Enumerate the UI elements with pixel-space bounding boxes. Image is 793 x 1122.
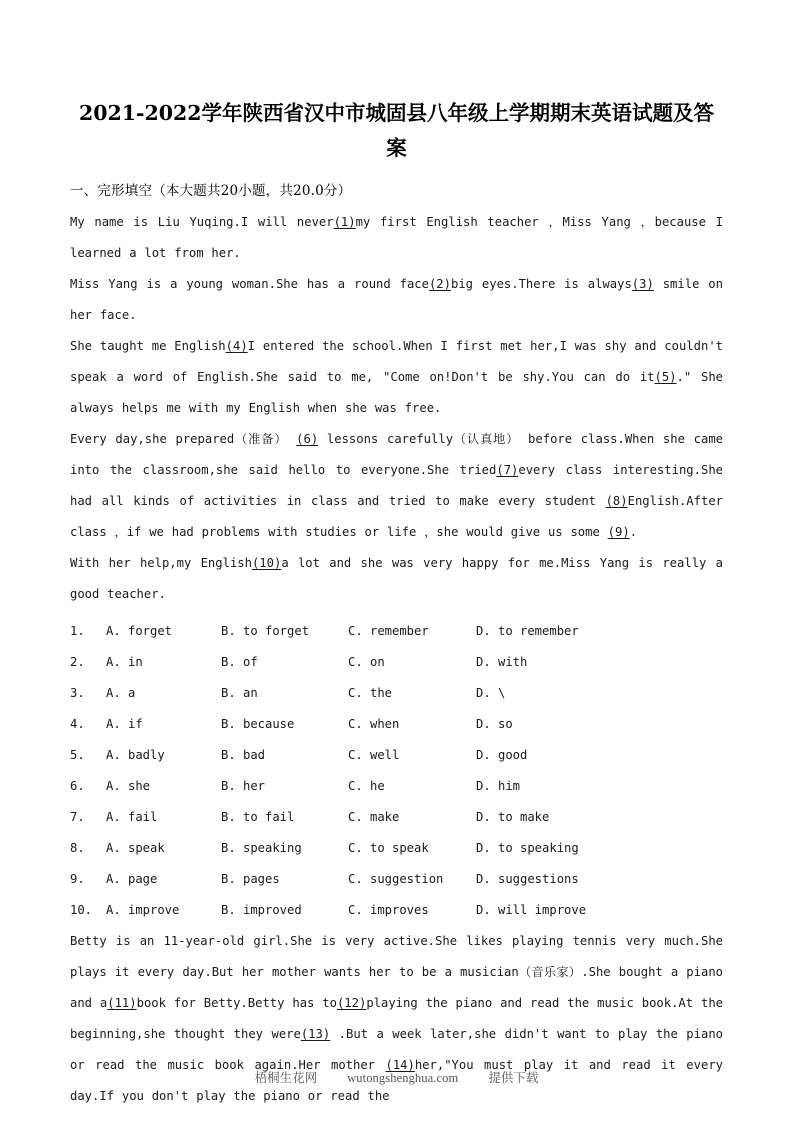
option-a[interactable] — [106, 802, 221, 833]
option-text-c: remember — [370, 624, 429, 638]
document-content — [70, 96, 723, 1112]
option-c[interactable] — [348, 864, 476, 895]
option-text-a: page — [128, 872, 158, 886]
question-number: 9. — [70, 872, 85, 886]
option-letter-a: A. — [106, 779, 121, 793]
option-b[interactable] — [221, 895, 348, 926]
option-b[interactable] — [221, 647, 348, 678]
page-footer — [0, 1068, 793, 1086]
option-letter-c: C. — [348, 872, 363, 886]
option-b[interactable] — [221, 771, 348, 802]
passage-paragraph-5 — [70, 548, 723, 610]
question-row-5 — [70, 740, 723, 771]
option-b[interactable] — [221, 616, 348, 647]
option-letter-a: A. — [106, 748, 121, 762]
option-text-a: in — [128, 655, 143, 669]
option-text-b: to fail — [243, 810, 295, 824]
option-text-b: to forget — [243, 624, 310, 638]
option-letter-b: B. — [221, 748, 236, 762]
option-text-b: pages — [243, 872, 280, 886]
option-a[interactable] — [106, 678, 221, 709]
option-c[interactable] — [348, 709, 476, 740]
option-text-d: to remember — [498, 624, 579, 638]
option-letter-d: D. — [476, 748, 491, 762]
option-letter-c: C. — [348, 717, 363, 731]
question-number: 6. — [70, 779, 85, 793]
option-letter-b: B. — [221, 872, 236, 886]
option-text-c: when — [370, 717, 400, 731]
option-b[interactable] — [221, 678, 348, 709]
option-text-c: on — [370, 655, 385, 669]
option-letter-a: A. — [106, 903, 121, 917]
option-letter-a: A. — [106, 841, 121, 855]
passage-paragraph-1 — [70, 207, 723, 269]
option-letter-c: C. — [348, 686, 363, 700]
option-text-d: him — [498, 779, 521, 793]
option-a[interactable] — [106, 771, 221, 802]
option-a[interactable] — [106, 833, 221, 864]
option-d[interactable] — [476, 864, 601, 895]
option-c[interactable] — [348, 740, 476, 771]
option-text-c: improves — [370, 903, 429, 917]
question-row-1 — [70, 616, 723, 647]
option-letter-a: A. — [106, 717, 121, 731]
option-text-a: forget — [128, 624, 173, 638]
question-row-8 — [70, 833, 723, 864]
option-text-b: improved — [243, 903, 302, 917]
option-text-a: improve — [128, 903, 180, 917]
blank-2: (2) — [428, 277, 451, 291]
option-letter-b: B. — [221, 717, 236, 731]
question-row-4 — [70, 709, 723, 740]
question-number: 4. — [70, 717, 85, 731]
paragraph-text: Every day,she prepared（准备） (6) lessons carefully（认真地） before class.When she came into the classroom,she said hello to everyone.She tried(7)every class interesting.She had all kinds of activities in class and tried to make every student (8)English.After class ，if we had problems with studies or life ，she would give us some (9). — [70, 432, 724, 539]
option-d[interactable] — [476, 647, 601, 678]
option-letter-c: C. — [348, 779, 363, 793]
option-letter-a: A. — [106, 686, 121, 700]
option-letter-a: A. — [106, 872, 121, 886]
section-heading-cloze: 一、完形填空（本大题共20小题，共20.0分） — [70, 183, 352, 199]
option-text-d: suggestions — [498, 872, 579, 886]
question-row-10 — [70, 895, 723, 926]
option-b[interactable] — [221, 740, 348, 771]
option-letter-a: A. — [106, 624, 121, 638]
question-number: 2. — [70, 655, 85, 669]
blank-1: (1) — [333, 215, 356, 229]
question-number: 10. — [70, 903, 93, 917]
option-text-c: the — [370, 686, 393, 700]
question-row-3 — [70, 678, 723, 709]
option-letter-d: D. — [476, 686, 491, 700]
option-text-b: speaking — [243, 841, 302, 855]
option-letter-d: D. — [476, 624, 491, 638]
option-text-b: bad — [243, 748, 266, 762]
option-letter-b: B. — [221, 841, 236, 855]
passage-paragraph-3 — [70, 331, 723, 424]
option-a[interactable] — [106, 709, 221, 740]
option-a[interactable] — [106, 647, 221, 678]
footer-site-url: wutongshenghua.com — [347, 1071, 459, 1085]
passage-paragraph-2 — [70, 269, 723, 331]
footer-site-name: 梧桐生花网 — [254, 1070, 318, 1085]
option-d[interactable] — [476, 616, 601, 647]
blank-12: (12) — [336, 996, 367, 1010]
page-title: 2021-2022学年陕西省汉中市城固县八年级上学期期末英语试题及答案 — [78, 101, 715, 160]
option-letter-c: C. — [348, 810, 363, 824]
option-letter-b: B. — [221, 810, 236, 824]
option-d[interactable] — [476, 771, 601, 802]
blank-8: (8) — [605, 494, 628, 508]
option-text-b: of — [243, 655, 258, 669]
option-text-b: her — [243, 779, 266, 793]
option-text-d: \ — [498, 686, 506, 700]
option-text-a: speak — [128, 841, 165, 855]
option-d[interactable] — [476, 833, 601, 864]
option-text-c: to speak — [370, 841, 429, 855]
option-a[interactable] — [106, 616, 221, 647]
option-letter-d: D. — [476, 779, 491, 793]
option-c[interactable] — [348, 616, 476, 647]
question-number: 5. — [70, 748, 85, 762]
option-letter-c: C. — [348, 903, 363, 917]
option-text-d: so — [498, 717, 513, 731]
option-text-c: well — [370, 748, 400, 762]
blank-3: (3) — [631, 277, 654, 291]
option-a[interactable] — [106, 895, 221, 926]
option-letter-b: B. — [221, 655, 236, 669]
option-c[interactable] — [348, 771, 476, 802]
question-number: 8. — [70, 841, 85, 855]
option-a[interactable] — [106, 740, 221, 771]
option-letter-d: D. — [476, 903, 491, 917]
option-letter-c: C. — [348, 748, 363, 762]
paragraph-text: Betty is an 11-year-old girl.She is very active.She likes playing tennis very much.She plays it every day.But her mother wants her to be a musician（音乐家）.She bought a piano and a(11)book for Betty.Betty has to(12)playing the piano and read the music book.At the beginning,she thought they were(13) .But a week later,she didn't want to play the piano or read the music book again.Her mother (14)her,"You must play it and read it every day.If you don't play the piano or read the — [70, 934, 723, 1103]
question-number: 3. — [70, 686, 85, 700]
question-row-6 — [70, 771, 723, 802]
option-a[interactable] — [106, 864, 221, 895]
option-text-b: an — [243, 686, 258, 700]
option-letter-b: B. — [221, 686, 236, 700]
option-letter-b: B. — [221, 779, 236, 793]
footer-provider-text: 提供下载 — [488, 1070, 539, 1085]
question-number: 7. — [70, 810, 85, 824]
option-b[interactable] — [221, 709, 348, 740]
option-d[interactable] — [476, 678, 601, 709]
option-c[interactable] — [348, 802, 476, 833]
question-row-2 — [70, 647, 723, 678]
option-text-c: suggestion — [370, 872, 444, 886]
blank-11: (11) — [107, 996, 137, 1010]
option-letter-a: A. — [106, 655, 121, 669]
option-b[interactable] — [221, 833, 348, 864]
option-text-d: to speaking — [498, 841, 579, 855]
option-text-d: with — [498, 655, 528, 669]
option-letter-d: D. — [476, 841, 491, 855]
option-text-a: she — [128, 779, 151, 793]
option-letter-a: A. — [106, 810, 121, 824]
paragraph-text: Miss Yang is a young woman.She has a round face(2)big eyes.There is always(3) smile on her face. — [70, 277, 723, 322]
option-text-d: will improve — [498, 903, 587, 917]
option-text-b: because — [243, 717, 295, 731]
question-number: 1. — [70, 624, 85, 638]
question-row-7 — [70, 802, 723, 833]
passage-paragraph-4 — [70, 424, 723, 548]
option-text-c: he — [370, 779, 385, 793]
option-c[interactable] — [348, 895, 476, 926]
option-text-d: good — [498, 748, 528, 762]
blank-5: (5) — [654, 370, 677, 384]
option-d[interactable] — [476, 895, 601, 926]
option-d[interactable] — [476, 740, 601, 771]
paragraph-text: My name is Liu Yuqing.I will never(1)my first English teacher ，Miss Yang ，because I learned a lot from her. — [70, 215, 723, 260]
option-letter-d: D. — [476, 655, 491, 669]
blank-7: (7) — [496, 463, 519, 477]
option-letter-d: D. — [476, 810, 491, 824]
option-text-a: a — [128, 686, 136, 700]
blank-6: (6) — [296, 432, 319, 446]
blank-14: (14) — [385, 1058, 415, 1072]
question-row-9 — [70, 864, 723, 895]
option-c[interactable] — [348, 833, 476, 864]
blank-9: (9) — [607, 525, 630, 539]
option-c[interactable] — [348, 678, 476, 709]
option-letter-d: D. — [476, 717, 491, 731]
option-text-a: badly — [128, 748, 165, 762]
option-letter-b: B. — [221, 624, 236, 638]
option-letter-c: C. — [348, 624, 363, 638]
option-text-c: make — [370, 810, 400, 824]
option-letter-d: D. — [476, 872, 491, 886]
blank-13: (13) — [300, 1027, 331, 1041]
option-text-a: fail — [128, 810, 158, 824]
option-text-a: if — [128, 717, 143, 731]
blank-4: (4) — [225, 339, 248, 353]
option-letter-c: C. — [348, 841, 363, 855]
option-letter-b: B. — [221, 903, 236, 917]
question-options-list — [70, 616, 723, 926]
blank-10: (10) — [251, 556, 282, 570]
option-d[interactable] — [476, 709, 601, 740]
option-c[interactable] — [348, 647, 476, 678]
paragraph-text: She taught me English(4)I entered the school.When I first met her,I was shy and couldn't speak a word of English.She said to me, "Come on!Don't be shy.You can do it(5)." She always helps me with my English when she was free. — [70, 339, 723, 415]
option-text-d: to make — [498, 810, 550, 824]
option-letter-c: C. — [348, 655, 363, 669]
option-b[interactable] — [221, 864, 348, 895]
option-d[interactable] — [476, 802, 601, 833]
option-b[interactable] — [221, 802, 348, 833]
paragraph-text: With her help,my English(10)a lot and she was very happy for me.Miss Yang is really a good teacher. — [70, 556, 723, 601]
